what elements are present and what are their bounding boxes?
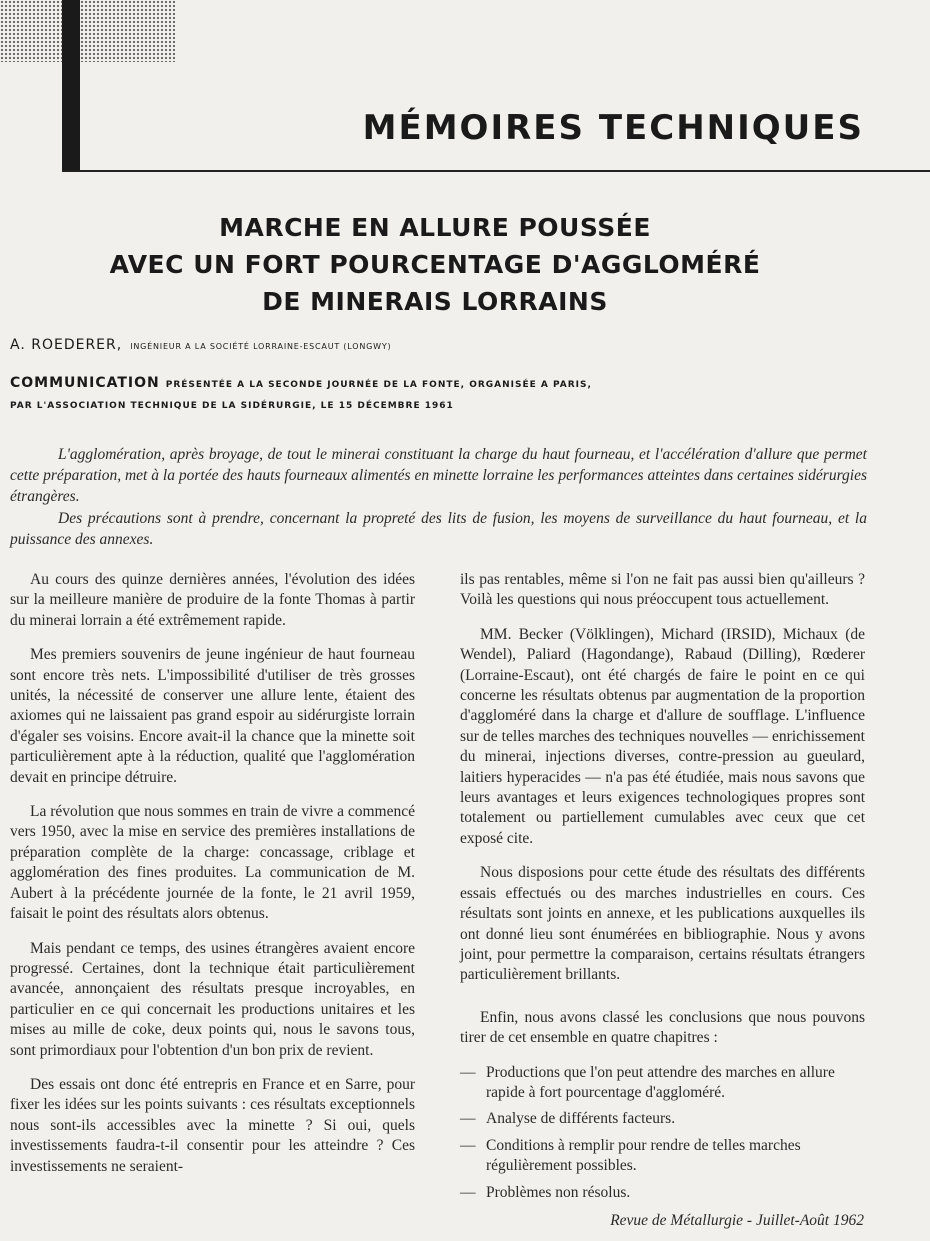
chapter-text: Productions que l'on peut attendre des marches en allure rapide à fort pourcentage d'aggloméré. [486,1063,835,1101]
right-column [460,570,865,1209]
chapter-text: Problèmes non résolus. [486,1183,631,1201]
communication-line-1 [10,375,592,391]
header-vertical-bar [62,0,80,172]
author-name: A. ROEDERER, [10,337,123,353]
body-paragraph: Au cours des quinze dernières années, l'évolution des idées sur la meilleure manière de produire de la fonte Thomas à partir du minerai lorrain a été extrêmement rapide. [10,571,415,629]
halftone-dot-pattern [0,0,175,62]
section-title: MÉMOIRES TECHNIQUES [362,108,864,148]
body-paragraph: Enfin, nous avons classé les conclusions que nous pouvons tirer de cet ensemble en quatre chapitres : [460,1008,865,1047]
article-title [0,209,870,320]
left-column [10,570,415,1191]
dash-marker: — [460,1183,476,1201]
author-affiliation: INGÉNIEUR A LA SOCIÉTÉ LORRAINE-ESCAUT (LONGWY) [130,342,392,351]
header-rule [62,170,930,172]
chapter-list-item [460,1136,865,1177]
body-paragraph-continuation: ils pas rentables, même si l'on ne fait pas aussi bien qu'ailleurs ? Voilà les questions qui nous préoccupent tous actuellement. [460,571,865,609]
chapter-list-item [460,1109,865,1129]
chapter-text: Analyse de différents facteurs. [486,1110,676,1128]
body-paragraph: Mais pendant ce temps, des usines étrangères avaient encore progressé. Certaines, dont la technique était particulièrement avancée, annonçaient des résultats presque incroyables, en particulier en ce qui concernait les productions unitaires et les mises au mille de coke, deux points qui, nous le savons tous, sont primordiaux pour l'obtention d'un bon prix de revient. [10,939,415,1059]
journal-footer: Revue de Métallurgie - Juillet-Août 1962 [610,1212,864,1229]
title-line: AVEC UN FORT POURCENTAGE D'AGGLOMÉRÉ [109,250,761,279]
body-paragraph: Des essais ont donc été entrepris en France et en Sarre, pour fixer les idées sur les points suivants : ces résultats exceptionnels nous sont-ils accessibles avec la minette ? Si oui, quels investissements faudra-t-il consentir pour les atteindre ? Ces investissements ne seraient- [10,1075,415,1175]
body-paragraph: Mes premiers souvenirs de jeune ingénieur de haut fourneau sont encore très nets. L'impossibilité d'utiliser de très grosses unités, la nécessité de conserver une allure lente, étaient des axiomes qui ne laissaient pas grand espoir au sidérurgiste lorrain d'égaler ses voisins. Encore avait-il la chance que la minette soit particulièrement apte à la réduction, qualité que l'agglomération devait en principe détruire. [10,646,415,786]
title-line: MARCHE EN ALLURE POUSSÉE [219,213,651,242]
dash-marker: — [460,1136,476,1154]
abstract-paragraph: L'agglomération, après broyage, de tout le minerai constituant la charge du haut fourneau, et l'accélération d'allure que permet cette préparation, met à la portée des hauts fourneaux alimentés en minette lorraine les performances atteintes dans certaines sidérurgies étrangères. [10,446,867,505]
chapter-list-item [460,1063,865,1104]
dash-marker: — [460,1063,476,1081]
communication-line-2: PAR L'ASSOCIATION TECHNIQUE DE LA SIDÉRURGIE, LE 15 DÉCEMBRE 1961 [10,401,454,411]
chapter-text: Conditions à remplir pour rendre de telles marches régulièrement possibles. [486,1136,801,1175]
body-paragraph: MM. Becker (Völklingen), Michard (IRSID), Michaux (de Wendel), Paliard (Hagondange), Rabaud (Dilling), Rœderer (Lorraine-Escaut), ont été chargés de faire le point en ce qui concerne les résultats obtenus par augmentation de la proportion d'aggloméré dans la charge et d'allure de soufflage. L'influence sur de telles marches des techniques nouvelles — enrichissement du minerai, injections diverses, contre-pression au gueulard, laitiers hyperacides — n'a pas été étudiée, mais nous savons que leurs avantages et leurs exigences technologiques propres sont totalement ou partiellement cumulables avec ceux que cet exposé cite. [460,625,865,847]
body-paragraph: Nous disposions pour cette étude des résultats des différents essais effectués ou des marches industrielles en cours. Ces résultats sont joints en annexe, et les publications auxquelles ils ont donné lieu sont énumérées en bibliographie. Nous y avons joint, pour permettre la comparaison, certains résultats étrangers particulièrement brillants. [460,864,865,984]
abstract-paragraph: Des précautions sont à prendre, concernant la propreté des lits de fusion, les moyens de surveillance du haut fourneau, et la puissance des annexes. [10,510,867,548]
communication-label: COMMUNICATION [10,375,160,391]
dash-marker: — [460,1110,476,1128]
chapter-list-item [460,1183,865,1203]
title-line: DE MINERAIS LORRAINS [262,287,608,316]
author-line [10,334,391,353]
communication-text-1: PRÉSENTÉE A LA SECONDE JOURNÉE DE LA FONTE, ORGANISÉE A PARIS, [165,380,592,390]
body-paragraph: La révolution que nous sommes en train de vivre a commencé vers 1950, avec la mise en service des premières installations de préparation complète de la charge: concassage, criblage et agglomération des fines produites. La communication de M. Aubert à la précédente journée de la fonte, le 21 avril 1959, faisait le point des résultats alors obtenus. [10,803,415,923]
